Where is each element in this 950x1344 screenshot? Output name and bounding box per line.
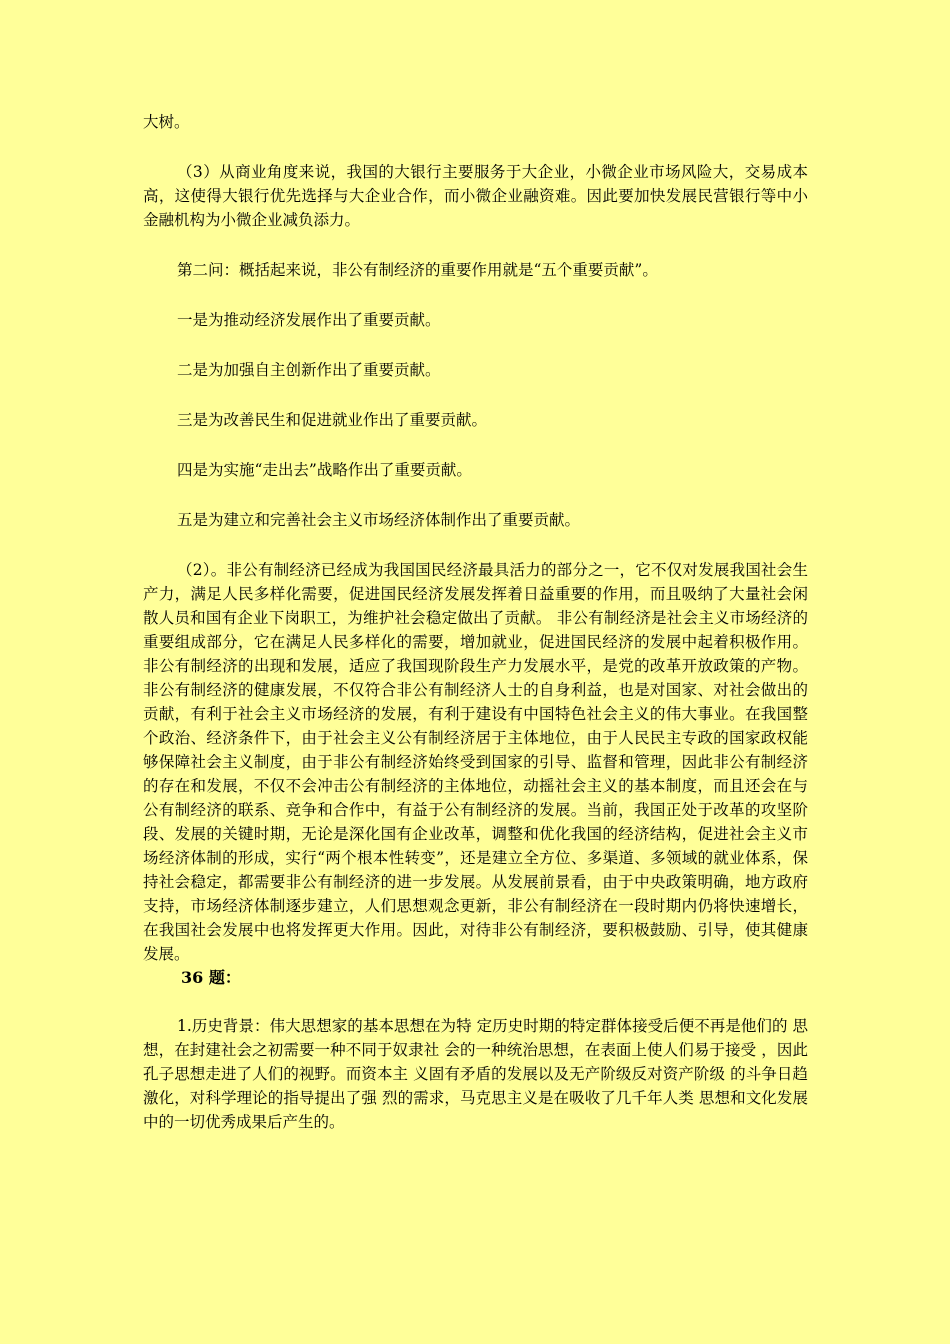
paragraph-contribution-4: 四是为实施“走出去”战略作出了重要贡献。	[177, 461, 472, 479]
paragraph-commercial-angle: （3）从商业角度来说，我国的大银行主要服务于大企业，小微企业市场风险大，交易成本高，这使得大银行优先选择与大企业合作，而小微企业融资难。因此要加快发展民营银行等中小金融机构为小微企业减负添力。	[143, 163, 808, 229]
paragraph-second-question: 第二问：概括起来说，非公有制经济的重要作用就是“五个重要贡献”。	[177, 261, 658, 279]
paragraph-contribution-5: 五是为建立和完善社会主义市场经济体制作出了重要贡献。	[177, 511, 581, 529]
question-36-heading: 36 题：	[181, 968, 241, 987]
paragraph-historical-background: 1.历史背景：伟大思想家的基本思想在为特 定历史时期的特定群体接受后便不再是他们的 思想，在封建社会之初需要一种不同于奴隶社 会的一种统治思想，在表面上使人们易于接受 ，因此孔子思想走进了人们的视野。而资本主 义固有矛盾的发展以及无产阶级反对资产阶级 的斗争日趋激化，对科学理论的指导提出了强 烈的需求，马克思主义是在吸收了几千年人类 思想和文化发展中的一切优秀成果后产生的。	[143, 1017, 808, 1131]
paragraph-contribution-3: 三是为改善民生和促进就业作出了重要贡献。	[177, 411, 488, 429]
paragraph-non-public-economy: （2）。非公有制经济已经成为我国国民经济最具活力的部分之一，它不仅对发展我国社会生产力，满足人民多样化需要，促进国民经济发展发挥着日益重要的作用，而且吸纳了大量社会闲散人员和国有企业下岗职工，为维护社会稳定做出了贡献。 非公有制经济是社会主义市场经济的重要组成部分，它在满足人民多样化的需要，增加就业，促进国民经济的发展中起着积极作用。 非公有制经济的出现和发展，适应了我国现阶段生产力发展水平，是党的改革开放政策的产物。非公有制经济的健康发展，不仅符合非公有制经济人士的自身利益，也是对国家、对社会做出的贡献，有利于社会主义市场经济的发展，有利于建设有中国特色社会主义的伟大事业。在我国整个政治、经济条件下，由于社会主义公有制经济居于主体地位，由于人民民主专政的国家政权能够保障社会主义制度，由于非公有制经济始终受到国家的引导、监督和管理，因此非公有制经济的存在和发展，不仅不会冲击公有制经济的主体地位，动摇社会主义的基本制度，而且还会在与公有制经济的联系、竞争和合作中，有益于公有制经济的发展。当前，我国正处于改革的攻坚阶段、发展的关键时期，无论是深化国有企业改革，调整和优化我国的经济结构，促进社会主义市场经济体制的形成，实行“两个根本性转变”，还是建立全方位、多渠道、多领域的就业体系，保持社会稳定，都需要非公有制经济的进一步发展。从发展前景看，由于中央政策明确，地方政府支持，市场经济体制逐步建立，人们思想观念更新，非公有制经济在一段时期内仍将快速增长，在我国社会发展中也将发挥更大作用。因此，对待非公有制经济，要积极鼓励、引导，使其健康发展。	[143, 561, 808, 963]
paragraph-continuation: 大树。	[143, 113, 190, 131]
paragraph-contribution-2: 二是为加强自主创新作出了重要贡献。	[177, 361, 441, 379]
paragraph-contribution-1: 一是为推动经济发展作出了重要贡献。	[177, 311, 441, 329]
document-page	[143, 110, 808, 1134]
